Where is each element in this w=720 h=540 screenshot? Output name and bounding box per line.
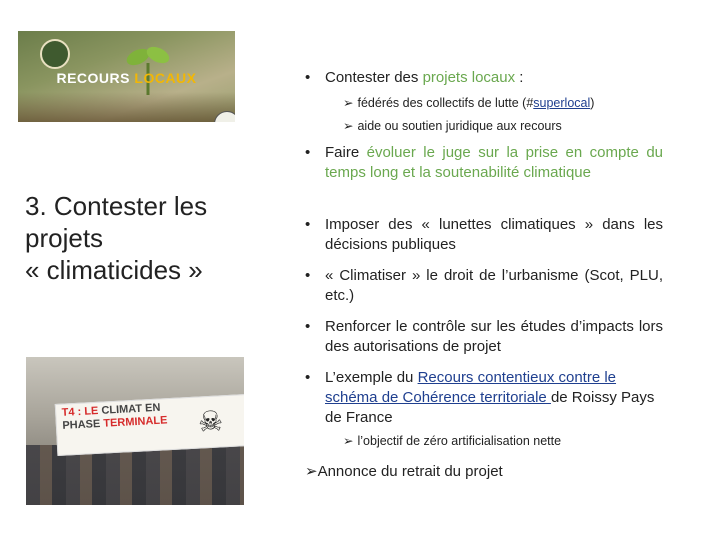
bullet-icon: • <box>305 369 311 386</box>
arrow-icon: ➢ <box>343 96 354 110</box>
sub-item: ➢ aide ou soutien juridique aux recours <box>343 119 562 133</box>
bullet-icon: • <box>305 144 311 161</box>
bullet-icon: • <box>305 69 311 86</box>
list-item: • Imposer des « lunettes climatiques » dans les décisions publiques <box>305 216 663 253</box>
superlocal-link[interactable]: superlocal <box>533 96 591 110</box>
skull-icon: ☠ <box>197 404 224 439</box>
arrow-icon: ➢ <box>343 434 354 448</box>
final-statement: ➢Annonce du retrait du projet <box>305 463 503 480</box>
bullet-icon: • <box>305 318 311 335</box>
list-item: • « Climatiser » le droit de l’urbanisme (Scot, PLU, etc.) <box>305 267 663 304</box>
list-item: • L’exemple du Recours contentieux contre le schéma de Cohérence territoriale de Roissy Pays de France <box>305 369 655 426</box>
banner-title-part1: RECOURS <box>56 70 130 86</box>
target-logo-icon <box>40 39 70 69</box>
bullet-icon: • <box>305 216 311 233</box>
list-item: • Contester des projets locaux : <box>305 69 524 86</box>
highlight-text: évoluer le juge sur la prise en compte du temps long et la soutenabilité climatique <box>325 144 664 181</box>
bullet-icon: • <box>305 267 311 284</box>
highlight-text: projets locaux <box>422 69 516 86</box>
arrow-icon: ➢ <box>343 119 354 133</box>
scot-recours-link[interactable]: Recours contentieux contre le schéma de Cohérence territoriale <box>325 369 617 406</box>
section-title-line1: 3. Contester les <box>25 191 208 221</box>
sub-item: ➢ fédérés des collectifs de lutte (#superlocal) <box>343 96 595 110</box>
arrow-icon: ➢ <box>305 463 318 480</box>
section-title-line3: « climaticides » <box>25 255 203 285</box>
banner-title-part2: LOCAUX <box>134 70 197 86</box>
list-item: • Renforcer le contrôle sur les études d’impacts lors des autorisations de projet <box>305 318 663 355</box>
sprout-icon <box>123 37 173 97</box>
soil <box>18 92 235 122</box>
recours-locaux-banner-image <box>18 31 235 122</box>
protest-banner-text: T4 : LE CLIMAT EN PHASE TERMINALE <box>61 401 168 432</box>
section-title-line2: projets <box>25 223 104 253</box>
section-title <box>25 190 245 286</box>
banner-title <box>18 70 235 86</box>
sub-item: ➢ l’objectif de zéro artificialisation nette <box>343 434 562 448</box>
protest-photo <box>26 357 244 505</box>
list-item: • Faire évoluer le juge sur la prise en compte du temps long et la soutenabilité climatique <box>305 144 664 181</box>
